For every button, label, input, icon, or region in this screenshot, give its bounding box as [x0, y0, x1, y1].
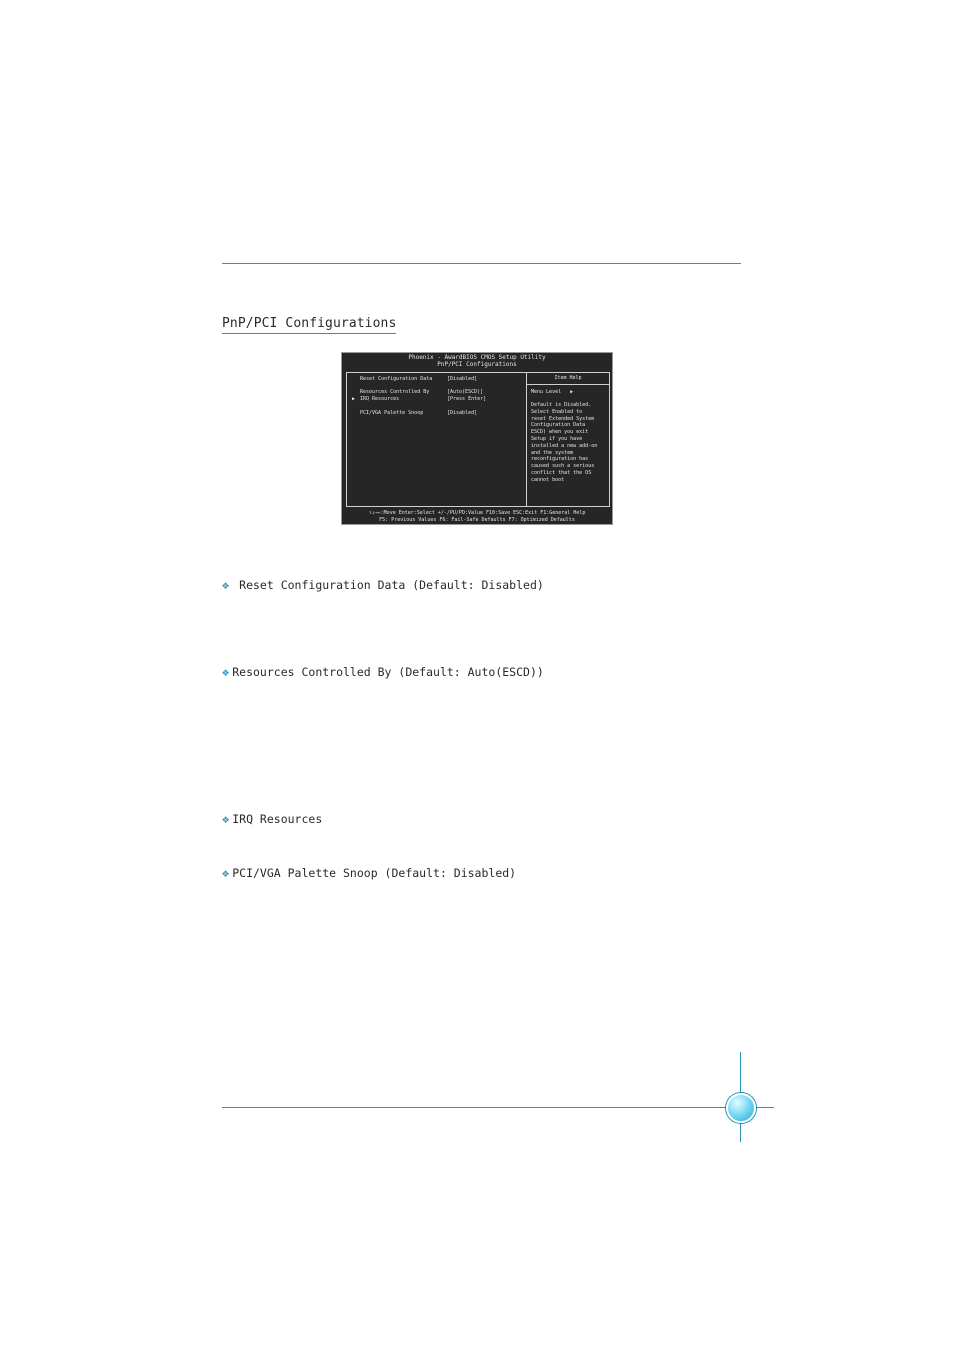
- section-title: PnP/PCI Configurations: [222, 316, 396, 334]
- diamond-bullet-icon: ❖: [222, 812, 230, 826]
- help-text-line: and the system: [531, 449, 574, 456]
- bios-footer: [342, 510, 612, 523]
- help-text-line: caused such a serious: [531, 463, 595, 470]
- help-text: [531, 402, 607, 484]
- help-title: Item Help: [527, 373, 609, 385]
- help-text-line: conflict that the OS: [531, 469, 592, 476]
- bios-row-palette-snoop[interactable]: [360, 410, 477, 416]
- diamond-bullet-icon: ❖: [222, 578, 230, 592]
- option-heading: PCI/VGA Palette Snoop (Default: Disabled): [232, 866, 517, 880]
- bios-row-label: IRQ Resources: [360, 396, 400, 402]
- option-resources-controlled-by: [222, 665, 544, 679]
- menu-level: [531, 389, 573, 395]
- bios-header-subtitle: PnP/PCI Configurations: [437, 361, 517, 368]
- bios-row-reset-config[interactable]: [360, 376, 477, 382]
- bios-row-resources-controlled[interactable]: [360, 389, 483, 395]
- bios-row-value: [Disabled]: [447, 376, 478, 382]
- bottom-divider: [222, 1107, 774, 1108]
- option-heading: Reset Configuration Data (Default: Disabled): [232, 578, 544, 592]
- bios-row-label: Reset Configuration Data: [360, 376, 433, 382]
- bios-row-value: [Disabled]: [447, 410, 478, 416]
- bios-footer-defaults: F5: Previous Values F6: Fail-Safe Defaults F7: Optimized Defaults: [379, 516, 575, 523]
- help-text-line: Setup if you have: [531, 435, 583, 442]
- option-heading: IRQ Resources: [232, 812, 323, 826]
- submenu-arrow-icon: ▶: [352, 396, 356, 402]
- option-pci-vga-palette-snoop: [222, 866, 516, 880]
- help-text-line: installed a new add-on: [531, 442, 598, 449]
- menu-level-arrow-icon: ▶: [570, 389, 574, 395]
- bios-row-irq-resources[interactable]: [360, 396, 486, 402]
- bios-settings-panel: [346, 372, 527, 507]
- bios-help-panel: [527, 372, 610, 507]
- help-text-line: reset Extended System: [531, 415, 595, 422]
- bios-header: [342, 354, 612, 368]
- help-text-line: ESCD) when you exit: [531, 429, 589, 436]
- diamond-bullet-icon: ❖: [222, 866, 230, 880]
- help-text-line: Select Enabled to: [531, 408, 583, 415]
- option-heading: Resources Controlled By (Default: Auto(ESCD)): [232, 665, 544, 679]
- help-text-line: Default is Disabled.: [531, 402, 592, 408]
- bios-header-title: Phoenix - AwardBIOS CMOS Setup Utility: [408, 354, 546, 361]
- bios-row-value: [Auto(ESCD)]: [447, 389, 484, 395]
- help-text-line: cannot boot: [531, 476, 565, 483]
- option-reset-configuration-data: [222, 578, 544, 592]
- bios-footer-keys: ↑↓→←:Move Enter:Select +/-/PU/PD:Value F10:Save ESC:Exit F1:General Help: [368, 510, 586, 516]
- bios-screenshot: [341, 352, 613, 525]
- bios-row-label: PCI/VGA Palette Snoop: [360, 410, 424, 416]
- menu-level-label: Menu Level: [531, 389, 562, 395]
- bios-row-label: Resources Controlled By: [360, 389, 430, 395]
- page-marker-circle-icon: [726, 1093, 756, 1123]
- bios-row-value: [Press Enter]: [447, 396, 487, 402]
- top-divider: [222, 263, 741, 264]
- help-text-line: Configuration Data: [531, 422, 586, 429]
- option-irq-resources: [222, 812, 322, 826]
- diamond-bullet-icon: ❖: [222, 665, 230, 679]
- help-text-line: reconfiguration has: [531, 456, 589, 463]
